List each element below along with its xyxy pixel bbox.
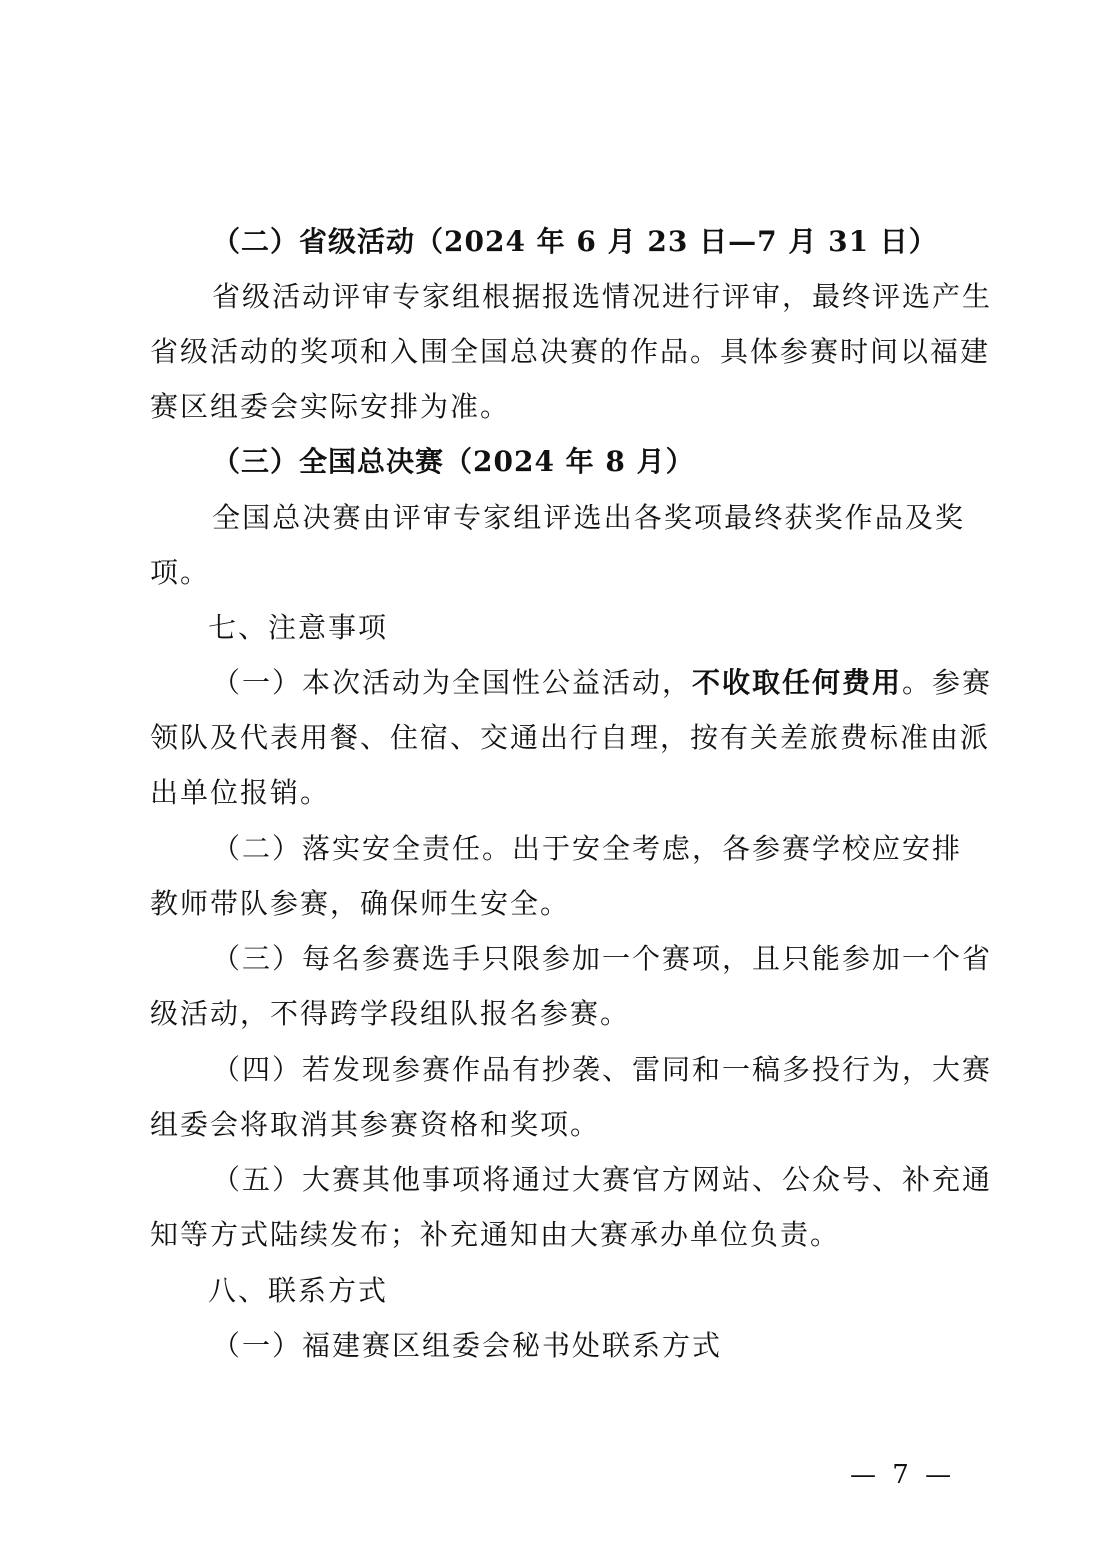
- page-number: — 7 —: [850, 1460, 956, 1490]
- notes-heading: 七、注意事项: [208, 611, 389, 644]
- paragraph-line: 知等方式陆续发布；补充通知由大赛承办单位负责。: [150, 1218, 841, 1251]
- notes-item-4-line: （四）若发现参赛作品有抄袭、雷同和一稿多投行为，大赛: [212, 1053, 993, 1086]
- paragraph-line: 领队及代表用餐、住宿、交通出行自理，按有关差旅费标准由派: [150, 721, 991, 754]
- paragraph-line: 省级活动的奖项和入围全国总决赛的作品。具体参赛时间以福建: [150, 335, 991, 368]
- no-fee-emphasis: 不收取任何费用: [692, 666, 903, 699]
- contact-heading: 八、联系方式: [208, 1274, 389, 1307]
- paragraph-line: 项。: [150, 556, 211, 589]
- notes-item-3-line: （三）每名参赛选手只限参加一个赛项，且只能参加一个省: [212, 942, 993, 975]
- notes-item-1-line: [212, 663, 993, 703]
- national-final-heading: （三）全国总决赛（2024 年 8 月）: [212, 445, 695, 478]
- notes-item-1-text-end: 。参赛: [902, 666, 993, 699]
- paragraph-line: 省级活动评审专家组根据报选情况进行评审，最终评选产生: [212, 280, 993, 313]
- notes-item-2-line: （二）落实安全责任。出于安全考虑，各参赛学校应安排: [212, 832, 963, 865]
- contact-item-1: （一）福建赛区组委会秘书处联系方式: [212, 1329, 723, 1362]
- paragraph-line: 教师带队参赛，确保师生安全。: [150, 887, 571, 920]
- notes-item-5-line: （五）大赛其他事项将通过大赛官方网站、公众号、补充通: [212, 1163, 993, 1196]
- paragraph-line: 组委会将取消其参赛资格和奖项。: [150, 1108, 601, 1141]
- paragraph-line: 赛区组委会实际安排为准。: [150, 390, 511, 423]
- paragraph-line: 全国总决赛由评审专家组评选出各奖项最终获奖作品及奖: [212, 501, 965, 534]
- notes-item-1-text: （一）本次活动为全国性公益活动，: [212, 666, 693, 699]
- paragraph-line: 级活动，不得跨学段组队报名参赛。: [150, 997, 631, 1030]
- paragraph-line: 出单位报销。: [150, 776, 331, 809]
- provincial-activity-heading: （二）省级活动（2024 年 6 月 23 日—7 月 31 日）: [212, 225, 938, 258]
